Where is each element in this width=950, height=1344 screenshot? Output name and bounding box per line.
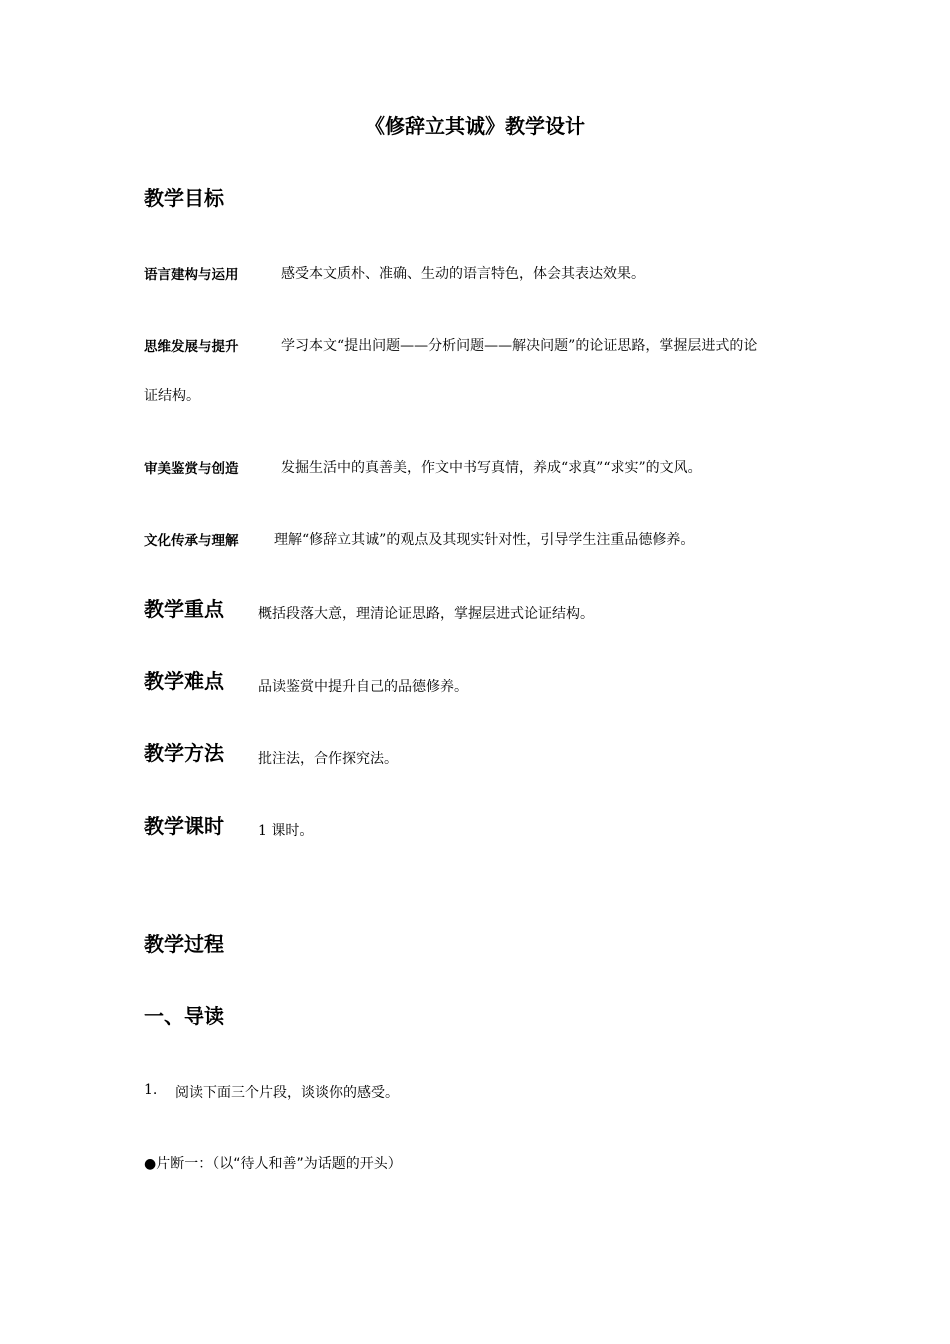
hours-text: 1 课时。	[258, 823, 314, 839]
difficulties-heading: 教学难点	[144, 669, 224, 693]
list-item-number: 1.	[144, 1082, 158, 1098]
objectives-heading: 教学目标	[144, 186, 224, 210]
difficulties-text: 品读鉴赏中提升自己的品德修养。	[258, 679, 468, 695]
list-item-text: 阅读下面三个片段，谈谈你的感受。	[175, 1085, 399, 1101]
objective-text-culture: 理解“修辞立其诚”的观点及其现实针对性，引导学生注重品德修养。	[274, 532, 695, 548]
methods-text: 批注法，合作探究法。	[258, 751, 398, 767]
page-title: 《修辞立其诚》教学设计	[365, 114, 585, 138]
methods-heading: 教学方法	[144, 741, 224, 765]
objective-text-language: 感受本文质朴、准确、生动的语言特色，体会其表达效果。	[281, 266, 645, 282]
process-heading: 教学过程	[144, 932, 224, 956]
objective-text-aesthetic: 发掘生活中的真善美，作文中书写真情，养成“求真”“求实”的文风。	[281, 460, 702, 476]
key-points-heading: 教学重点	[144, 597, 224, 621]
objective-text-thinking: 学习本文“提出问题——分析问题——解决问题”的论证思路，掌握层进式的论	[281, 338, 758, 354]
section1-heading: 一、导读	[144, 1004, 224, 1028]
fragment1-label: ●片断一：（以“待人和善”为话题的开头）	[144, 1156, 402, 1172]
objective-text-thinking-cont: 证结构。	[144, 388, 200, 404]
objective-label-aesthetic: 审美鉴赏与创造	[144, 461, 239, 477]
objective-label-thinking: 思维发展与提升	[144, 339, 239, 355]
hours-heading: 教学课时	[144, 814, 224, 838]
objective-label-culture: 文化传承与理解	[144, 533, 239, 549]
objective-label-language: 语言建构与运用	[144, 267, 239, 283]
key-points-text: 概括段落大意，理清论证思路，掌握层进式论证结构。	[258, 606, 594, 622]
